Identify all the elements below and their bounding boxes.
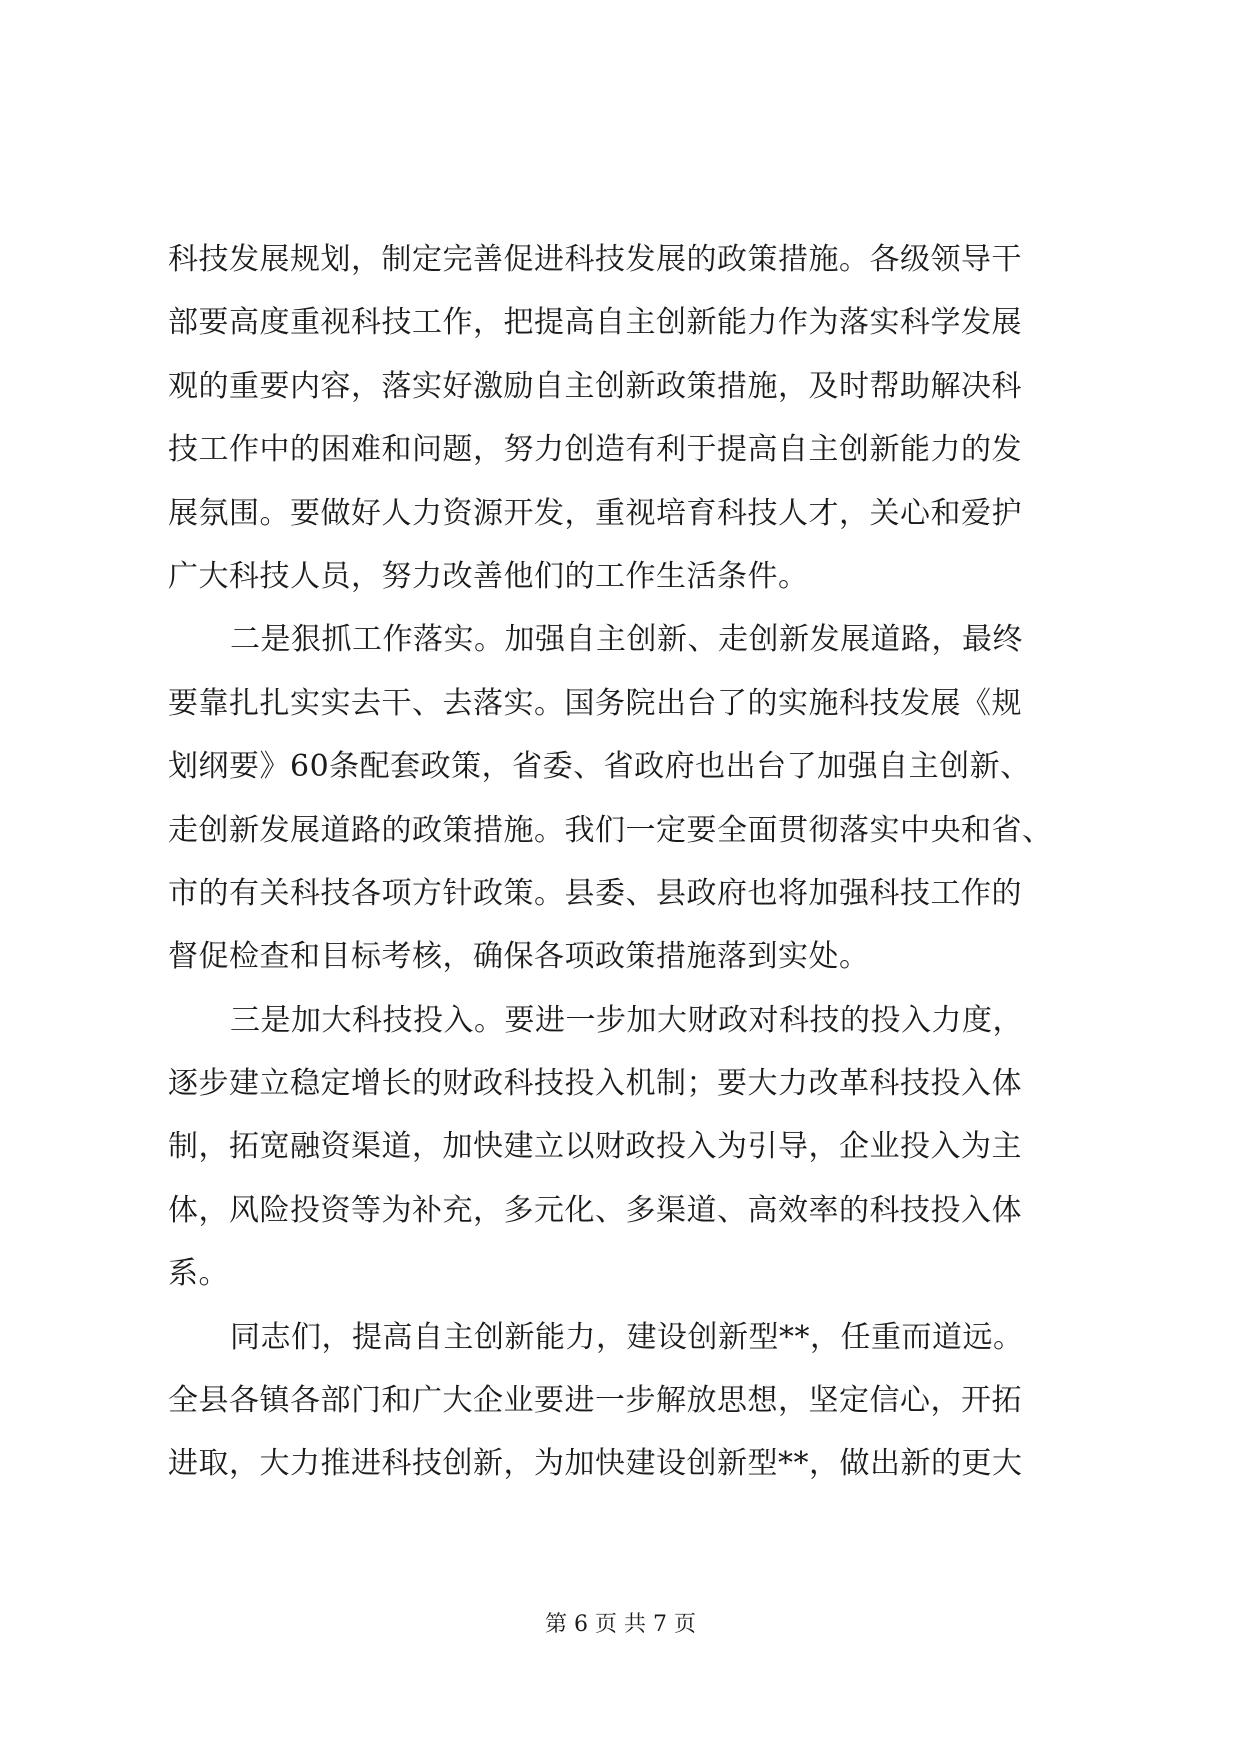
text-line: 广大科技人员，努力改善他们的工作生活条件。 xyxy=(168,558,809,594)
text-line: 部要高度重视科技工作，把提高自主创新能力作为落实科学发展 xyxy=(168,305,1022,341)
text-line: 走创新发展道路的政策措施。我们一定要全面贯彻落实中央和省、 xyxy=(168,812,1053,848)
text-line: 技工作中的困难和问题，努力创造有利于提高自主创新能力的发 xyxy=(168,432,1022,468)
text-line: 制，拓宽融资渠道，加快建立以财政投入为引导，企业投入为主 xyxy=(168,1129,1022,1165)
page-footer: 第 6 页 共 7 页 xyxy=(545,1612,696,1637)
text-line: 划纲要》60条配套政策，省委、省政府也出台了加强自主创新、 xyxy=(168,749,1031,785)
paragraph-start-line: 二是狠抓工作落实。加强自主创新、走创新发展道路，最终 xyxy=(230,622,1023,658)
text-line: 体，风险投资等为补充，多元化、多渠道、高效率的科技投入体 xyxy=(168,1192,1022,1228)
text-line: 督促检查和目标考核，确保各项政策措施落到实处。 xyxy=(168,939,870,975)
text-line: 全县各镇各部门和广大企业要进一步解放思想，坚定信心，开拓 xyxy=(168,1383,1022,1419)
text-line: 逐步建立稳定增长的财政科技投入机制；要大力改革科技投入体 xyxy=(168,1066,1022,1102)
text-line: 系。 xyxy=(168,1256,229,1292)
text-line: 观的重要内容，落实好激励自主创新政策措施，及时帮助解决科 xyxy=(168,368,1022,404)
paragraph-start-line: 三是加大科技投入。要进一步加大财政对科技的投入力度， xyxy=(230,1002,1023,1038)
text-line: 要靠扎扎实实去干、去落实。国务院出台了的实施科技发展《规 xyxy=(168,685,1022,721)
text-line: 市的有关科技各项方针政策。县委、县政府也将加强科技工作的 xyxy=(168,875,1022,911)
text-line: 进取，大力推进科技创新，为加快建设创新型**，做出新的更大 xyxy=(168,1446,1023,1482)
paragraph-start-line: 同志们，提高自主创新能力，建设创新型**，任重而道远。 xyxy=(230,1319,1024,1355)
text-line: 展氛围。要做好人力资源开发，重视培育科技人才，关心和爱护 xyxy=(168,495,1022,531)
text-line: 科技发展规划，制定完善促进科技发展的政策措施。各级领导干 xyxy=(168,242,1022,277)
document-body xyxy=(168,228,1086,1496)
